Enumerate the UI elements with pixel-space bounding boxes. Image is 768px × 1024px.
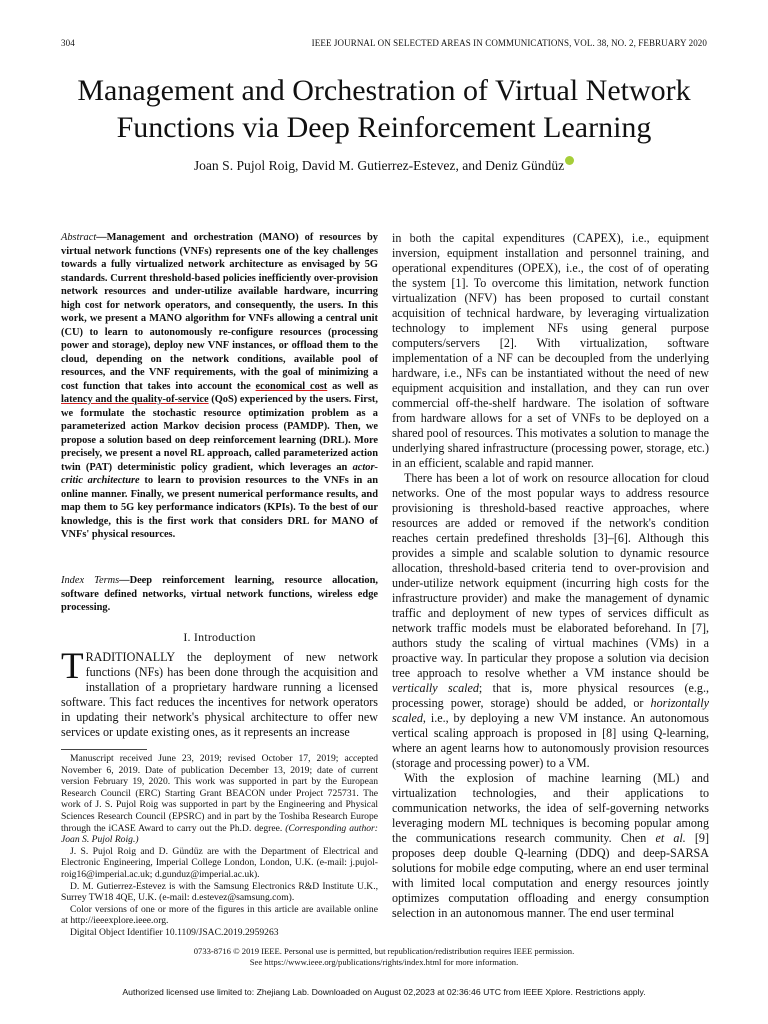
footnote-divider: [61, 749, 147, 750]
footnote-color: Color versions of one or more of the figures in this article are available online at http://ieeexplore.ieee.org.: [61, 903, 378, 927]
abstract-block: [61, 231, 378, 542]
copyright-link[interactable]: See https://www.ieee.org/publications/rights/index.html for more information.: [249, 957, 519, 967]
intro-paragraph: TRADITIONALLY the deployment of new network functions (NFs) has been done through the acquisition and installation of a proprietary hardware running a licensed software. This fact reduces the incentives for network operators in updating their network's physical architecture to offer new services or update existing ones, as it represents an increase: [61, 646, 378, 739]
index-terms-label: Index Terms: [61, 575, 120, 586]
license-note: Authorized licensed use limited to: Zhejiang Lab. Downloaded on August 02,2023 at 02:36:46 UTC from IEEE Xplore. Restrictions apply.: [122, 987, 646, 997]
title-line-2: Functions via Deep Reinforcement Learning: [116, 111, 652, 144]
journal-header: IEEE JOURNAL ON SELECTED AREAS IN COMMUNICATIONS, VOL. 38, NO. 2, FEBRUARY 2020: [311, 38, 707, 48]
abstract: Abstract—Management and orchestration (MANO) of resources by virtual network functions (VNFs) represents one of the key challenges towards a fully virtualized network architecture as envisaged by 5G standards. Current threshold-based policies inefficiently over-provision network resources and under-utilize available hardware, incurring high cost for network operators, and consequently, the users. In this work, we present a MANO algorithm for VNFs allowing a central unit (CU) to learn to autonomously re-configure resources (processing power and storage), deploy new VNF instances, or offload them to the cloud, depending on the network conditions, available pool of resources, and the VNF requirements, with the goal of minimizing a cost function that takes into account the economical cost as well as latency and the quality-of-service (QoS) experienced by the users. First, we formulate the stochastic resource optimization problem as a parameterized action Markov decision process (PAMDP). Then, we propose a solution based on deep reinforcement learning (DRL). More precisely, we present a novel RL approach, called parameterized action twin (PAT) deterministic policy gradient, which leverages an actor-critic architecture to learn to provision resources to the VNFs in an online manner. Finally, we present numerical performance results, and map them to 5G key performance indicators (KPIs). To the best of our knowledge, this is the first work that considers DRL for MANO of VNFs' physical resources.: [61, 232, 378, 540]
paper-title: [20, 72, 748, 146]
footnotes: [61, 753, 378, 939]
footnote-affiliation-1: J. S. Pujol Roig and D. Gündüz are with the Department of Electrical and Electronic Engineering, Imperial College London, London, U.K. (e-mail: j.pujol-roig16@imperial.ac.uk; d.gunduz@imperial.ac.uk).: [61, 845, 378, 880]
paragraph-resource-allocation: There has been a lot of work on resource allocation for cloud networks. One of the most popular ways to address resource provisioning is threshold-based reactive approaches, where resources are added or removed if the network's condition reaches certain predefined thresholds [3]–[6]. Although this provides a simple and scalable solution to dynamic resource allocation, threshold-based criteria tend to over-provision and under-utilize network equipment (incurring high costs for the infrastructure provider) and make the management of dynamic traffic and deployment of new types of services difficult as network traffic models must be elaborated beforehand. In [7], authors study the scaling of virtual machines (VMs) in a proactive way. In particular they propose a solution via decision tree approach to resolve whether a VM instance should be vertically scaled; that is, more physical resources (e.g., processing power, storage) should be added, or horizontally scaled, i.e., by deploying a new VM instance. An autonomous vertical scaling approach is proposed in [8] using Q-learning, where an agent learns how to autonomously provision resources (storage and processing power) to a VM.: [392, 471, 709, 770]
paragraph-ml: With the explosion of machine learning (ML) and virtualization technologies, and their applications to communication networks, the idea of self-governing networks leveraging modern ML techniques is becoming popular among the communications research community. Chen et al. [9] proposes deep double Q-learning (DDQ) and deep-SARSA solutions for mobile edge computing, where an end user terminal with limited local computation and energy resources jointly optimizes computation offloading and energy consumption selection in an autonomous manner. The end user terminal: [392, 771, 710, 920]
title-line-1: Management and Orchestration of Virtual Network: [77, 74, 691, 107]
orcid-icon[interactable]: [565, 156, 574, 165]
index-terms: Index Terms—Deep reinforcement learning, resource allocation, software defined networks, virtual network functions, wireless edge processing.: [61, 575, 378, 613]
footnote-affiliation-2: D. M. Gutierrez-Estevez is with the Samsung Electronics R&D Institute U.K., Surrey TW18 4QE, U.K. (e-mail: d.estevez@samsung.com).: [61, 880, 378, 904]
index-terms-block: [61, 574, 378, 615]
right-column: [392, 231, 709, 921]
highlight-latency-qos: latency and the quality-of-service: [61, 394, 209, 405]
footnote-doi: Digital Object Identifier 10.1109/JSAC.2019.2959263: [70, 926, 279, 938]
page-number: 304: [61, 38, 75, 48]
footnote-manuscript: Manuscript received June 23, 2019; revised October 17, 2019; accepted November 6, 2019. Date of publication December 13, 2019; date of current version February 19, 2020. This work was supported in part by the European Research Council (ERC) Starting Grant BEACON under Project 725731. The work of J. S. Pujol Roig was supported in part by the Engineering and Physical Sciences Research Council (EPSRC) and in part by the Toshiba Research Europe through the iCASE Award to carry out the Ph.D. degree. (Corresponding author: Joan S. Pujol Roig.): [61, 753, 378, 846]
highlight-economical-cost: economical cost: [255, 380, 328, 392]
copyright-line-1: 0733-8716 © 2019 IEEE. Personal use is permitted, but republication/redistribution requires IEEE permission.: [193, 946, 575, 956]
authors: Joan S. Pujol Roig, David M. Gutierrez-Estevez, and Deniz Gündüz: [193, 158, 565, 173]
author-list: [20, 156, 748, 174]
drop-cap: T: [61, 646, 84, 687]
abstract-label: Abstract: [61, 232, 97, 243]
copyright: [20, 946, 748, 968]
paragraph-capex: in both the capital expenditures (CAPEX), i.e., equipment inversion, equipment installation and personnel training, and operational expenditures (OPEX), i.e., the cost of of operating the system [1]. To overcome this limitation, network function virtualization (NFV) has been proposed to curtail constant acquisition of technical hardware, by leveraging virtualization technology to implement NFs using general purpose computers/servers [2]. With virtualization, software implementation of a NF can be decoupled from the underlying hardware, i.e., NFs can be instantiated without the need of new equipment acquisition and installation, and they can run over commercial off-the-shelf hardware. The isolation of software from hardware allows for a set of VNFs to be deployed on a shared pool of resources. This motivates a solution to manage the underlying shared infrastructure (processing power, storage, etc.) in an efficient, scalable and rapid manner.: [392, 231, 709, 470]
section-heading: I. Introduction: [183, 630, 256, 644]
